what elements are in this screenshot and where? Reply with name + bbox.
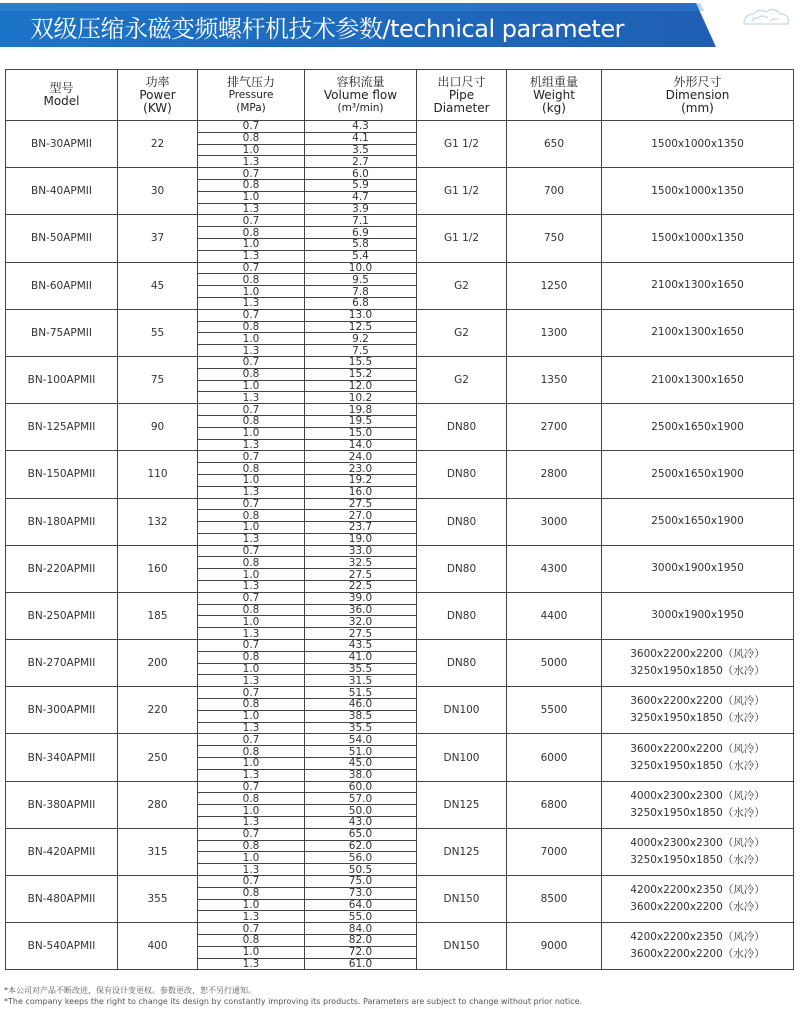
power-cell: 90 — [118, 404, 198, 451]
pressure-cell: 1.0 — [198, 191, 305, 203]
table-row — [6, 168, 794, 180]
dimension-value: 3000x1900x1950 — [651, 562, 744, 575]
model-cell: BN-380APMII — [6, 781, 118, 828]
pressure-cell: 1.3 — [198, 675, 305, 687]
technical-parameter-table — [5, 69, 794, 970]
table-header-row — [6, 70, 794, 121]
weight-cell: 7000 — [507, 828, 602, 875]
weight-cell: 4400 — [507, 592, 602, 639]
power-cell: 55 — [118, 309, 198, 356]
dimension-value: 3250x1950x1850（水冷） — [630, 806, 765, 819]
power-cell: 185 — [118, 592, 198, 639]
pressure-cell: 0.8 — [198, 274, 305, 286]
pressure-cell: 0.7 — [198, 404, 305, 416]
model-cell: BN-60APMII — [6, 262, 118, 309]
model-cell: BN-50APMII — [6, 215, 118, 262]
flow-cell: 61.0 — [305, 958, 417, 970]
power-cell: 160 — [118, 545, 198, 592]
pressure-cell: 1.3 — [198, 722, 305, 734]
model-cell: BN-150APMII — [6, 451, 118, 498]
model-cell: BN-270APMII — [6, 640, 118, 687]
flow-cell: 45.0 — [305, 758, 417, 770]
table-row — [6, 640, 794, 652]
flow-cell: 12.5 — [305, 321, 417, 333]
flow-cell: 27.5 — [305, 498, 417, 510]
flow-cell: 60.0 — [305, 781, 417, 793]
dimension-value: 1500x1000x1350 — [651, 184, 744, 197]
table-row — [6, 121, 794, 133]
power-cell: 400 — [118, 923, 198, 970]
pressure-cell: 0.7 — [198, 356, 305, 368]
flow-cell: 27.5 — [305, 569, 417, 581]
model-cell: BN-540APMII — [6, 923, 118, 970]
weight-cell: 3000 — [507, 498, 602, 545]
pressure-cell: 1.3 — [198, 581, 305, 593]
weight-cell: 2800 — [507, 451, 602, 498]
flow-cell: 3.5 — [305, 144, 417, 156]
flow-cell: 15.2 — [305, 368, 417, 380]
dimension-cell — [602, 828, 794, 875]
pressure-cell: 1.0 — [198, 333, 305, 345]
pressure-cell: 1.3 — [198, 533, 305, 545]
model-cell: BN-250APMII — [6, 592, 118, 639]
model-cell: BN-300APMII — [6, 687, 118, 734]
pressure-cell: 0.7 — [198, 262, 305, 274]
header-weight: 机组重量 Weight (kg) — [507, 70, 602, 121]
flow-cell: 32.5 — [305, 557, 417, 569]
flow-cell: 36.0 — [305, 604, 417, 616]
flow-cell: 6.9 — [305, 227, 417, 239]
pressure-cell: 0.8 — [198, 840, 305, 852]
dimension-value: 4000x2300x2300（风冷） — [630, 836, 765, 849]
dimension-cell — [602, 356, 794, 403]
pressure-cell: 0.7 — [198, 734, 305, 746]
flow-cell: 2.7 — [305, 156, 417, 168]
dimension-cell — [602, 404, 794, 451]
pressure-cell: 0.7 — [198, 828, 305, 840]
title-banner — [0, 0, 720, 50]
pipe-cell: G1 1/2 — [417, 168, 507, 215]
dimension-value: 2500x1650x1900 — [651, 467, 744, 480]
dimension-value: 3600x2200x2200（风冷） — [630, 648, 765, 661]
flow-cell: 51.0 — [305, 746, 417, 758]
flow-cell: 4.3 — [305, 121, 417, 133]
flow-cell: 7.1 — [305, 215, 417, 227]
pressure-cell: 1.3 — [198, 817, 305, 829]
flow-cell: 15.0 — [305, 427, 417, 439]
pressure-cell: 1.0 — [198, 569, 305, 581]
power-cell: 132 — [118, 498, 198, 545]
flow-cell: 33.0 — [305, 545, 417, 557]
pipe-cell: DN80 — [417, 451, 507, 498]
dimension-value: 4200x2200x2350（风冷） — [630, 884, 765, 897]
pressure-cell: 0.7 — [198, 498, 305, 510]
dimension-value: 2100x1300x1650 — [651, 326, 744, 339]
pressure-cell: 0.7 — [198, 592, 305, 604]
flow-cell: 65.0 — [305, 828, 417, 840]
pressure-cell: 0.8 — [198, 887, 305, 899]
pressure-cell: 1.3 — [198, 486, 305, 498]
pressure-cell: 1.3 — [198, 250, 305, 262]
model-cell: BN-30APMII — [6, 121, 118, 168]
power-cell: 30 — [118, 168, 198, 215]
weight-cell: 8500 — [507, 876, 602, 923]
pressure-cell: 0.7 — [198, 215, 305, 227]
flow-cell: 5.4 — [305, 250, 417, 262]
flow-cell: 4.1 — [305, 132, 417, 144]
footnote-en: *The company keeps the right to change its design by constantly improving its products. Parameters are subject to change without prior notice. — [4, 997, 583, 1006]
pipe-cell: DN150 — [417, 923, 507, 970]
weight-cell: 4300 — [507, 545, 602, 592]
table-row — [6, 876, 794, 888]
pressure-cell: 1.0 — [198, 852, 305, 864]
pressure-cell: 0.7 — [198, 781, 305, 793]
pressure-cell: 0.8 — [198, 651, 305, 663]
flow-cell: 43.0 — [305, 817, 417, 829]
header-pressure: 排气压力 Pressure (MPa) — [198, 70, 305, 121]
pressure-cell: 1.0 — [198, 616, 305, 628]
pressure-cell: 0.7 — [198, 876, 305, 888]
weight-cell: 1250 — [507, 262, 602, 309]
flow-cell: 56.0 — [305, 852, 417, 864]
pressure-cell: 0.7 — [198, 687, 305, 699]
power-cell: 110 — [118, 451, 198, 498]
flow-cell: 84.0 — [305, 923, 417, 935]
flow-cell: 13.0 — [305, 309, 417, 321]
pressure-cell: 0.8 — [198, 793, 305, 805]
flow-cell: 38.0 — [305, 769, 417, 781]
flow-cell: 73.0 — [305, 887, 417, 899]
pipe-cell: DN80 — [417, 592, 507, 639]
pipe-cell: G2 — [417, 309, 507, 356]
dimension-cell — [602, 309, 794, 356]
flow-cell: 5.8 — [305, 238, 417, 250]
model-cell: BN-125APMII — [6, 404, 118, 451]
dimension-cell — [602, 923, 794, 970]
table-row — [6, 687, 794, 699]
pressure-cell: 0.7 — [198, 451, 305, 463]
pressure-cell: 0.8 — [198, 132, 305, 144]
page-title: 双级压缩永磁变频螺杆机技术参数/technical parameter — [30, 15, 624, 43]
pressure-cell: 1.0 — [198, 286, 305, 298]
pipe-cell: DN80 — [417, 545, 507, 592]
weight-cell: 1300 — [507, 309, 602, 356]
flow-cell: 55.0 — [305, 911, 417, 923]
pressure-cell: 1.0 — [198, 474, 305, 486]
flow-cell: 16.0 — [305, 486, 417, 498]
pressure-cell: 1.3 — [198, 958, 305, 970]
flow-cell: 62.0 — [305, 840, 417, 852]
power-cell: 75 — [118, 356, 198, 403]
flow-cell: 12.0 — [305, 380, 417, 392]
flow-cell: 35.5 — [305, 722, 417, 734]
pressure-cell: 1.3 — [198, 156, 305, 168]
dimension-cell — [602, 545, 794, 592]
dimension-value: 3250x1950x1850（水冷） — [630, 759, 765, 772]
flow-cell: 72.0 — [305, 946, 417, 958]
pressure-cell: 0.7 — [198, 923, 305, 935]
cloud-ornament-icon — [738, 4, 794, 34]
pressure-cell: 0.7 — [198, 168, 305, 180]
power-cell: 220 — [118, 687, 198, 734]
power-cell: 250 — [118, 734, 198, 781]
pressure-cell: 1.3 — [198, 392, 305, 404]
flow-cell: 19.8 — [305, 404, 417, 416]
flow-cell: 31.5 — [305, 675, 417, 687]
pipe-cell: DN80 — [417, 640, 507, 687]
weight-cell: 5000 — [507, 640, 602, 687]
pressure-cell: 1.0 — [198, 758, 305, 770]
flow-cell: 19.0 — [305, 533, 417, 545]
table-row — [6, 498, 794, 510]
dimension-value: 4200x2200x2350（风冷） — [630, 931, 765, 944]
dimension-cell — [602, 592, 794, 639]
table-row — [6, 309, 794, 321]
weight-cell: 9000 — [507, 923, 602, 970]
model-cell: BN-220APMII — [6, 545, 118, 592]
table-row — [6, 451, 794, 463]
flow-cell: 3.9 — [305, 203, 417, 215]
dimension-cell — [602, 734, 794, 781]
flow-cell: 39.0 — [305, 592, 417, 604]
flow-cell: 82.0 — [305, 934, 417, 946]
footnotes — [4, 985, 582, 1007]
header-power: 功率 Power (KW) — [118, 70, 198, 121]
flow-cell: 23.7 — [305, 522, 417, 534]
weight-cell: 6800 — [507, 781, 602, 828]
pressure-cell: 1.0 — [198, 144, 305, 156]
dimension-value: 2100x1300x1650 — [651, 373, 744, 386]
pipe-cell: G2 — [417, 262, 507, 309]
weight-cell: 6000 — [507, 734, 602, 781]
pressure-cell: 0.8 — [198, 699, 305, 711]
dimension-value: 2500x1650x1900 — [651, 420, 744, 433]
flow-cell: 24.0 — [305, 451, 417, 463]
pressure-cell: 1.3 — [198, 297, 305, 309]
flow-cell: 19.5 — [305, 415, 417, 427]
dimension-cell — [602, 687, 794, 734]
power-cell: 37 — [118, 215, 198, 262]
flow-cell: 64.0 — [305, 899, 417, 911]
flow-cell: 41.0 — [305, 651, 417, 663]
model-cell: BN-180APMII — [6, 498, 118, 545]
table-body — [6, 121, 794, 970]
dimension-value: 3250x1950x1850（水冷） — [630, 712, 765, 725]
weight-cell: 700 — [507, 168, 602, 215]
pressure-cell: 0.8 — [198, 934, 305, 946]
flow-cell: 23.0 — [305, 463, 417, 475]
pressure-cell: 1.3 — [198, 769, 305, 781]
pressure-cell: 1.0 — [198, 899, 305, 911]
flow-cell: 54.0 — [305, 734, 417, 746]
table-row — [6, 592, 794, 604]
pressure-cell: 0.8 — [198, 746, 305, 758]
pipe-cell: DN125 — [417, 781, 507, 828]
pressure-cell: 1.0 — [198, 522, 305, 534]
pressure-cell: 1.0 — [198, 238, 305, 250]
flow-cell: 51.5 — [305, 687, 417, 699]
pressure-cell: 0.8 — [198, 368, 305, 380]
table-row — [6, 923, 794, 935]
flow-cell: 75.0 — [305, 876, 417, 888]
header-volume-flow: 容积流量 Volume flow (m³/min) — [305, 70, 417, 121]
pressure-cell: 0.8 — [198, 604, 305, 616]
dimension-value: 1500x1000x1350 — [651, 231, 744, 244]
pipe-cell: DN150 — [417, 876, 507, 923]
dimension-value: 2500x1650x1900 — [651, 515, 744, 528]
pressure-cell: 0.8 — [198, 227, 305, 239]
pressure-cell: 1.3 — [198, 864, 305, 876]
dimension-value: 4000x2300x2300（风冷） — [630, 789, 765, 802]
pressure-cell: 1.0 — [198, 380, 305, 392]
pressure-cell: 1.3 — [198, 911, 305, 923]
dimension-cell — [602, 262, 794, 309]
table-row — [6, 828, 794, 840]
pressure-cell: 0.7 — [198, 121, 305, 133]
header-dimension: 外形尺寸 Dimension (mm) — [602, 70, 794, 121]
power-cell: 45 — [118, 262, 198, 309]
pipe-cell: G2 — [417, 356, 507, 403]
weight-cell: 650 — [507, 121, 602, 168]
flow-cell: 38.5 — [305, 710, 417, 722]
pipe-cell: DN100 — [417, 734, 507, 781]
model-cell: BN-340APMII — [6, 734, 118, 781]
weight-cell: 750 — [507, 215, 602, 262]
pressure-cell: 1.0 — [198, 805, 305, 817]
pressure-cell: 0.8 — [198, 415, 305, 427]
flow-cell: 50.0 — [305, 805, 417, 817]
power-cell: 200 — [118, 640, 198, 687]
flow-cell: 5.9 — [305, 179, 417, 191]
pressure-cell: 0.8 — [198, 321, 305, 333]
dimension-value: 3600x2200x2200（风冷） — [630, 695, 765, 708]
table-row — [6, 545, 794, 557]
flow-cell: 10.2 — [305, 392, 417, 404]
pressure-cell: 1.3 — [198, 628, 305, 640]
pressure-cell: 0.8 — [198, 557, 305, 569]
dimension-cell — [602, 498, 794, 545]
dimension-value: 3000x1900x1950 — [651, 609, 744, 622]
dimension-value: 3250x1950x1850（水冷） — [630, 665, 765, 678]
dimension-cell — [602, 876, 794, 923]
pipe-cell: DN80 — [417, 498, 507, 545]
dimension-value: 3600x2200x2200（风冷） — [630, 742, 765, 755]
dimension-cell — [602, 121, 794, 168]
power-cell: 22 — [118, 121, 198, 168]
pressure-cell: 0.7 — [198, 640, 305, 652]
flow-cell: 43.5 — [305, 640, 417, 652]
flow-cell: 14.0 — [305, 439, 417, 451]
flow-cell: 22.5 — [305, 581, 417, 593]
pressure-cell: 0.7 — [198, 545, 305, 557]
model-cell: BN-420APMII — [6, 828, 118, 875]
flow-cell: 19.2 — [305, 474, 417, 486]
flow-cell: 7.5 — [305, 345, 417, 357]
pressure-cell: 0.8 — [198, 179, 305, 191]
model-cell: BN-100APMII — [6, 356, 118, 403]
model-cell: BN-480APMII — [6, 876, 118, 923]
footnote-cn: *本公司对产品不断改进，保有设计变更权。参数更改，恕不另行通知。 — [4, 986, 256, 995]
header-pipe-diameter: 出口尺寸 Pipe Diameter — [417, 70, 507, 121]
flow-cell: 10.0 — [305, 262, 417, 274]
header-model: 型号 Model — [6, 70, 118, 121]
pressure-cell: 1.0 — [198, 427, 305, 439]
dimension-cell — [602, 215, 794, 262]
table-row — [6, 781, 794, 793]
dimension-cell — [602, 640, 794, 687]
flow-cell: 35.5 — [305, 663, 417, 675]
pipe-cell: G1 1/2 — [417, 121, 507, 168]
pressure-cell: 0.8 — [198, 463, 305, 475]
model-cell: BN-75APMII — [6, 309, 118, 356]
pressure-cell: 1.0 — [198, 663, 305, 675]
model-cell: BN-40APMII — [6, 168, 118, 215]
pressure-cell: 1.3 — [198, 203, 305, 215]
dimension-cell — [602, 451, 794, 498]
table-row — [6, 262, 794, 274]
flow-cell: 50.5 — [305, 864, 417, 876]
power-cell: 355 — [118, 876, 198, 923]
weight-cell: 1350 — [507, 356, 602, 403]
flow-cell: 27.0 — [305, 510, 417, 522]
power-cell: 280 — [118, 781, 198, 828]
flow-cell: 9.2 — [305, 333, 417, 345]
dimension-value: 1500x1000x1350 — [651, 137, 744, 150]
dimension-value: 2100x1300x1650 — [651, 279, 744, 292]
flow-cell: 6.0 — [305, 168, 417, 180]
pipe-cell: DN100 — [417, 687, 507, 734]
dimension-cell — [602, 781, 794, 828]
weight-cell: 2700 — [507, 404, 602, 451]
table-row — [6, 356, 794, 368]
pipe-cell: DN80 — [417, 404, 507, 451]
flow-cell: 15.5 — [305, 356, 417, 368]
pressure-cell: 0.8 — [198, 510, 305, 522]
flow-cell: 46.0 — [305, 699, 417, 711]
pipe-cell: DN125 — [417, 828, 507, 875]
dimension-value: 3600x2200x2200（水冷） — [630, 901, 765, 914]
flow-cell: 4.7 — [305, 191, 417, 203]
dimension-value: 3250x1950x1850（水冷） — [630, 853, 765, 866]
flow-cell: 32.0 — [305, 616, 417, 628]
pressure-cell: 0.7 — [198, 309, 305, 321]
flow-cell: 57.0 — [305, 793, 417, 805]
table-row — [6, 215, 794, 227]
pressure-cell: 1.0 — [198, 710, 305, 722]
pipe-cell: G1 1/2 — [417, 215, 507, 262]
pressure-cell: 1.3 — [198, 439, 305, 451]
flow-cell: 9.5 — [305, 274, 417, 286]
table-row — [6, 404, 794, 416]
flow-cell: 7.8 — [305, 286, 417, 298]
dimension-value: 3600x2200x2200（水冷） — [630, 948, 765, 961]
weight-cell: 5500 — [507, 687, 602, 734]
table-row — [6, 734, 794, 746]
flow-cell: 27.5 — [305, 628, 417, 640]
pressure-cell: 1.0 — [198, 946, 305, 958]
pressure-cell: 1.3 — [198, 345, 305, 357]
flow-cell: 6.8 — [305, 297, 417, 309]
power-cell: 315 — [118, 828, 198, 875]
dimension-cell — [602, 168, 794, 215]
